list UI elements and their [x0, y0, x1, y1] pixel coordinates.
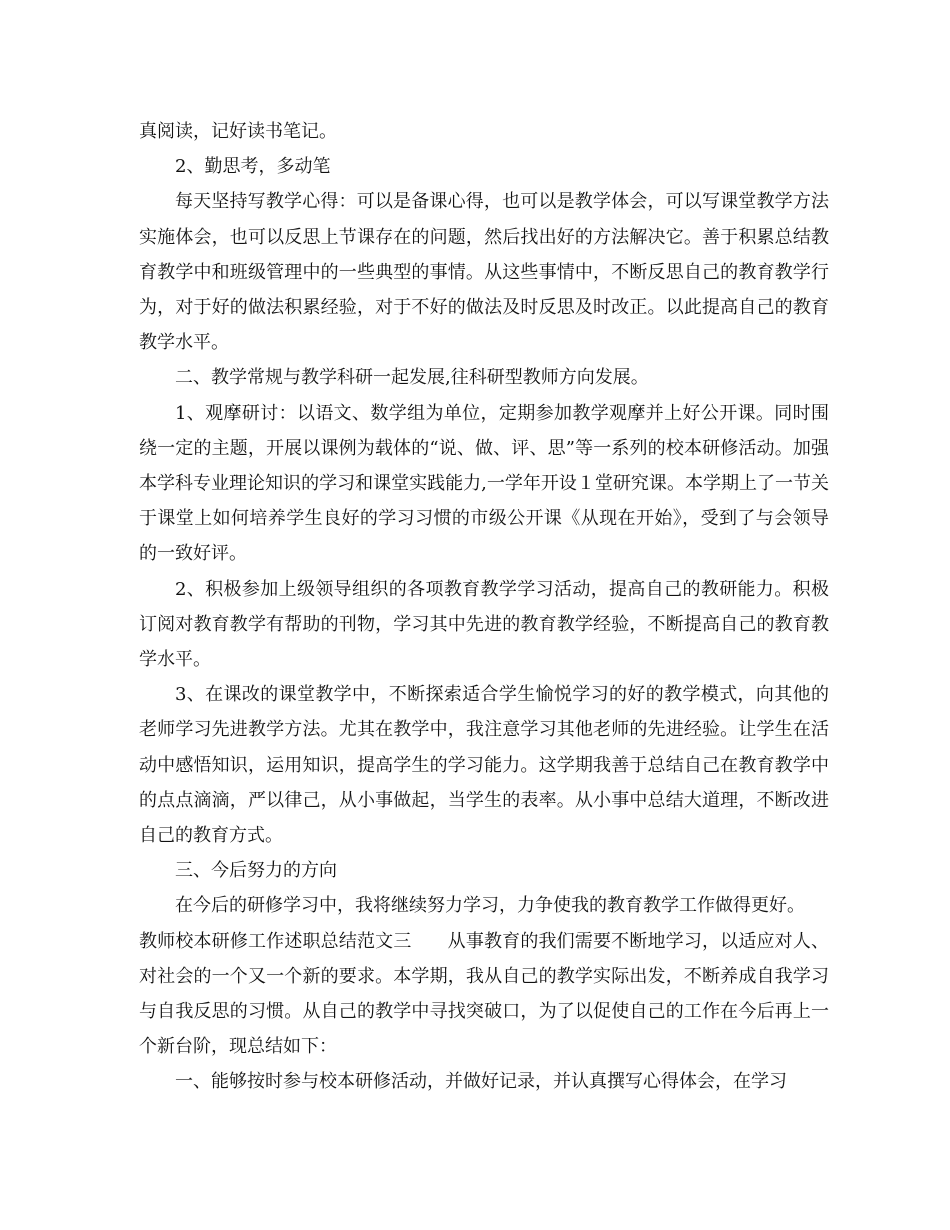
paragraph-learning-activities: 2、积极参加上级领导组织的各项教育教学学习活动，提高自己的教研能力。积极订阅对教育教学有帮助的刊物，学习其中先进的教育教学经验，不断提高自己的教育教学水平。 [139, 578, 829, 671]
summary-title: 教师校本研修工作述职总结范文三 [139, 930, 412, 952]
paragraph-observation-study: 1、观摩研讨：以语文、数学组为单位，定期参加教学观摩并上好公开课。同时围绕一定的主题，开展以课例为载体的“说、做、评、思”等一系列的校本研修活动。加强本学科专业理论知识的学习和课堂实践能力,一学年开设１堂研究课。本学期上了一节关于课堂上如何培养学生良好的学习习惯的市级公开课《从现在开始》，受到了与会领导的一致好评。 [139, 402, 829, 565]
paragraph-research-participation: 一、能够按时参与校本研修活动，并做好记录，并认真撰写心得体会，在学习 [175, 1071, 787, 1093]
document-body [139, 114, 829, 1100]
paragraph-future-study: 在今后的研修学习中，我将继续努力学习，力争使我的教育教学工作做得更好。 [175, 895, 805, 917]
paragraph-classroom-reform: 3、在课改的课堂教学中，不断探索适合学生愉悦学习的好的教学模式，向其他的老师学习先进教学方法。尤其在教学中，我注意学习其他老师的先进经验。让学生在活动中感悟知识，运用知识，提高学生的学习能力。这学期我善于总结自己在教育教学中的点点滴滴，严以律己，从小事做起，当学生的表率。从小事中总结大道理，不断改进自己的教育方式。 [139, 684, 829, 847]
summary-body: 从事教育的我们需要不断地学习，以适应对人、对社会的一个又一个新的要求。本学期，我从自己的教学实际出发，不断养成自我学习与自我反思的习惯。从自己的教学中寻找突破口，为了以促使自己的工作在今后再上一个新台阶，现总结如下： [139, 930, 829, 1058]
paragraph-teaching-notes: 每天坚持写教学心得：可以是备课心得，也可以是教学体会，可以写课堂教学方法实施体会，也可以反思上节课存在的问题，然后找出好的方法解决它。善于积累总结教育教学中和班级管理中的一些典型的事情。从这些事情中，不断反思自己的教育教学行为，对于好的做法积累经验，对于不好的做法及时反思及时改正。以此提高自己的教育教学水平。 [139, 191, 829, 354]
paragraph-section-two-heading: 二、教学常规与教学科研一起发展,往科研型教师方向发展。 [175, 367, 649, 389]
paragraph-summary-three [139, 924, 829, 1065]
paragraph-section-three-heading: 三、今后努力的方向 [175, 860, 337, 882]
paragraph-continuation: 真阅读，记好读书笔记。 [139, 121, 337, 142]
paragraph-heading-think-write: 2、勤思考，多动笔 [175, 156, 331, 178]
